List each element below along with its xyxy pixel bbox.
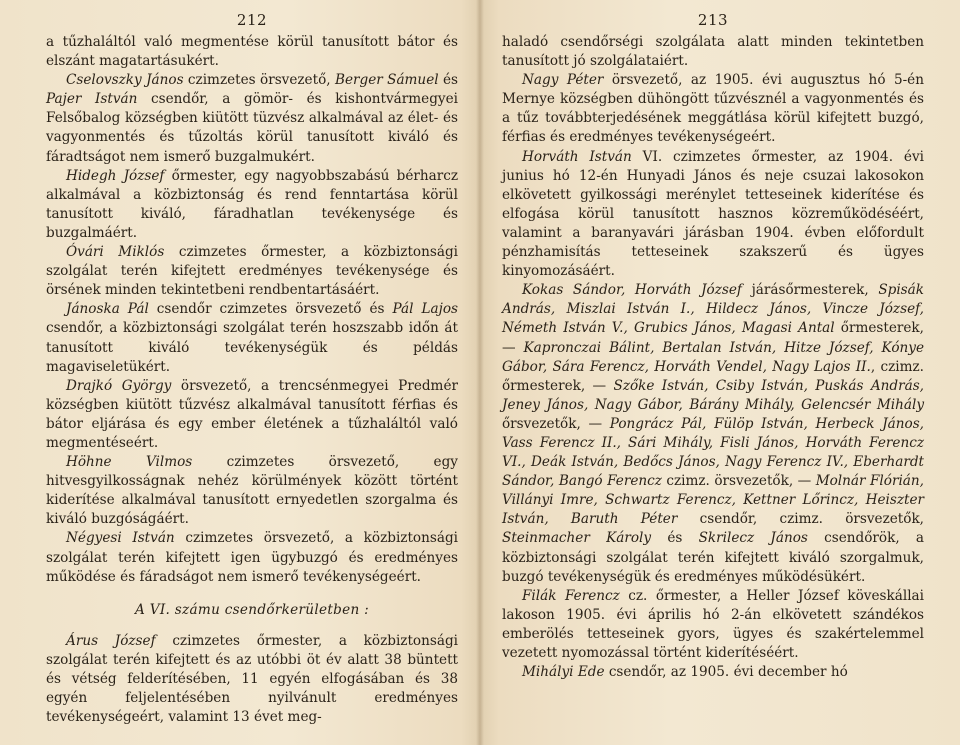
text-run: és bbox=[438, 72, 458, 89]
paragraph bbox=[502, 281, 924, 587]
text-run: czimzetes őrmester, a közbiztonsági szolgálat terén kifejtett eredményes tevékenysége és örsének minden tekintetbeni rendbentartásáért. bbox=[46, 244, 458, 299]
right-page-text bbox=[502, 33, 924, 682]
paragraph bbox=[502, 663, 924, 682]
person-name: Óvári Miklós bbox=[66, 244, 165, 261]
text-run: csendőr, az 1905. évi december hó bbox=[604, 664, 848, 681]
text-run: őrsvezetők, — bbox=[502, 415, 610, 432]
person-name: Jánoska Pál bbox=[66, 301, 149, 318]
person-name: Szőke István, Csiby István, Puskás András, Jeney János, Nagy Gábor, Bárány Mihály, Gelencsér Mihály bbox=[502, 377, 924, 413]
person-name: Filák Ferencz bbox=[522, 587, 620, 604]
text-run: járásőrmesterek, bbox=[741, 282, 879, 299]
left-page-text bbox=[46, 33, 458, 727]
paragraph bbox=[46, 300, 458, 376]
page-number-right: 213 bbox=[697, 11, 729, 29]
text-run: czimzetes örsvezető, bbox=[183, 72, 335, 89]
text-run: csendőr czimzetes örsvezető és bbox=[148, 301, 393, 318]
text-run: czimzetes örsvezető, egy hitvesgyilkosságnak nehéz körülmények között történt kiderítése alkalmával tanusított ernyedetlen szorgalma és kiváló buzgóságáért. bbox=[46, 454, 458, 528]
text-run: örsvezető, az 1905. évi augusztus hó 5-én Mernye községben dühöngött tűzvésznél a vagyonmentés és a tűz továbbterjedésének meggátlása körül kifejtett buzgó, férfias és eredményes tevékenységeért. bbox=[502, 72, 924, 146]
page-number-left: 212 bbox=[236, 11, 268, 29]
paragraph bbox=[502, 587, 924, 663]
paragraph bbox=[502, 71, 924, 147]
paragraph bbox=[46, 243, 458, 300]
person-name: Berger Sámuel bbox=[334, 72, 439, 89]
person-name: Pajer István bbox=[46, 91, 138, 108]
paragraph bbox=[46, 377, 458, 453]
text-run: csendőr, czimz. örsvezetők, bbox=[677, 511, 925, 528]
left-page bbox=[0, 0, 478, 745]
person-name: Árus József bbox=[66, 632, 156, 649]
person-name: Kapronczai Bálint, Bertalan István, Hitze József, Kónye Gábor, Sára Ferencz, Horváth Vendel, Nagy Lajos II. bbox=[502, 339, 924, 375]
paragraph bbox=[46, 453, 458, 529]
person-name: Nagy Péter bbox=[522, 72, 604, 89]
text-run: csendőr, a közbiztonsági szolgálat terén hoszszabb időn át tanusított kiváló tevékenységük és példás magaviseletükért. bbox=[46, 320, 458, 375]
paragraph bbox=[46, 529, 458, 586]
person-name: Kokas Sándor, Horváth József bbox=[522, 282, 742, 299]
person-name: Skrilecz János bbox=[698, 530, 808, 547]
person-name: Cselovszky János bbox=[66, 72, 184, 89]
text-run: csendőr, a gömör- és kishontvármegyei Felsőbalog községben kiütött tüzvész alkalmával az élet- és vagyonmentés és tűzoltás körül tanusított kiváló és fáradtságot nem ismerő buzgalmukért. bbox=[46, 91, 458, 165]
text-run: örsvezető, a trencsénmegyei Predmér községben kiütött tűzvész alkalmával tanusított férfias és bátor eljárása és egy ember életének a tűzhaláltól való megmentéseért. bbox=[46, 377, 458, 451]
person-name: Molnár Flórián, Villányi Imre, Schwartz Ferencz, Kettner Lőrincz, Heiszter István, Baruth Péter bbox=[502, 473, 924, 528]
person-name: Spisák András, Miszlai István I., Hildecz János, Vincze József, Németh István V., Grubics János, Magasi Antal bbox=[502, 282, 924, 337]
text-run: csendőrök, a közbiztonsági szolgálat terén kifejtett kiváló szorgalmuk, buzgó tevékenységük és eredményes működésükért. bbox=[502, 530, 925, 585]
paragraph bbox=[46, 71, 458, 166]
text-run: haladó csendőrségi szolgálata alatt minden tekintetben tanusított jó szolgálataiért. bbox=[502, 34, 924, 70]
person-name: Drajkó György bbox=[66, 377, 172, 394]
person-name: Hidegh József bbox=[66, 167, 165, 184]
text-run: és bbox=[651, 530, 699, 547]
person-name: Horváth István bbox=[522, 148, 632, 165]
paragraph bbox=[502, 148, 924, 282]
text-run: A VI. számu csendőrkerületben : bbox=[134, 601, 370, 618]
person-name: Steinmacher Károly bbox=[502, 530, 652, 547]
person-name: Höhne Vilmos bbox=[66, 454, 193, 471]
text-run: őrmesterek, — bbox=[502, 320, 924, 356]
text-run: czimzetes őrmester, a közbiztonsági szolgálat terén kifejtett és az utóbbi öt év alatt 38 büntett és vétség felderítésében, 11 egyén elfogásában és 38 egyén feljelentésében nyilvánult eredményes tevékenységeért, valamint 13 évet meg- bbox=[46, 632, 458, 726]
paragraph bbox=[46, 33, 458, 71]
paragraph bbox=[46, 632, 458, 727]
person-name: Pongrácz Pál, Fülöp István, Herbeck János, Vass Ferencz II., Sári Mihály, Fisli János, Horváth Ferencz VI., Deák István, Bedőcs János, Nagy Ferencz IV., Eberhardt Sándor, Bangó Ferencz bbox=[502, 415, 924, 490]
text-run: , czimz. őrmesterek, — bbox=[502, 358, 924, 394]
text-run: czimzetes örsvezető, a közbiztonsági szolgálat terén kifejtett igen ügybuzgó és eredményes működése és fáradságot nem ismerő tevékenységeért. bbox=[46, 530, 459, 585]
text-run: őrmester, egy nagyobbszabású bérharcz alkalmával a közbiztonság és rend fenntartása körül tanusított kiváló, fáradhatlan tevékenysége és buzgalmáért. bbox=[46, 167, 458, 241]
text-run: VI. czimzetes őrmester, az 1904. évi junius hó 12-én Hunyadi János és neje csuzai lakosokon elkövetett gyilkossági merénylet tetteseinek kiderítése és elfogása körül tanusított hasznos közreműködéséért, valamint a baranyavári járásban 1904. évben előfordult pénzhamisítás tetteseinek szakszerű és ügyes kinyomozásáért. bbox=[502, 148, 924, 280]
person-name: Mihályi Ede bbox=[522, 664, 605, 681]
text-run: czimz. örsvezetők, — bbox=[661, 473, 816, 490]
right-page bbox=[482, 0, 960, 745]
text-run: a tűzhaláltól való megmentése körül tanusított bátor és elszánt magatartásukért. bbox=[46, 34, 458, 70]
paragraph bbox=[502, 33, 924, 71]
person-name: Pál Lajos bbox=[392, 301, 458, 318]
section-heading bbox=[46, 601, 458, 620]
paragraph bbox=[46, 167, 458, 243]
text-run: cz. őrmester, a Heller József köveskállai lakoson 1905. évi április hó 2-án elkövetett szándékos emberölés tetteseinek gyors, ügyes és szakértelemmel vezetett nyomozással történt kiderítéséért. bbox=[502, 587, 924, 661]
person-name: Négyesi István bbox=[66, 530, 175, 547]
